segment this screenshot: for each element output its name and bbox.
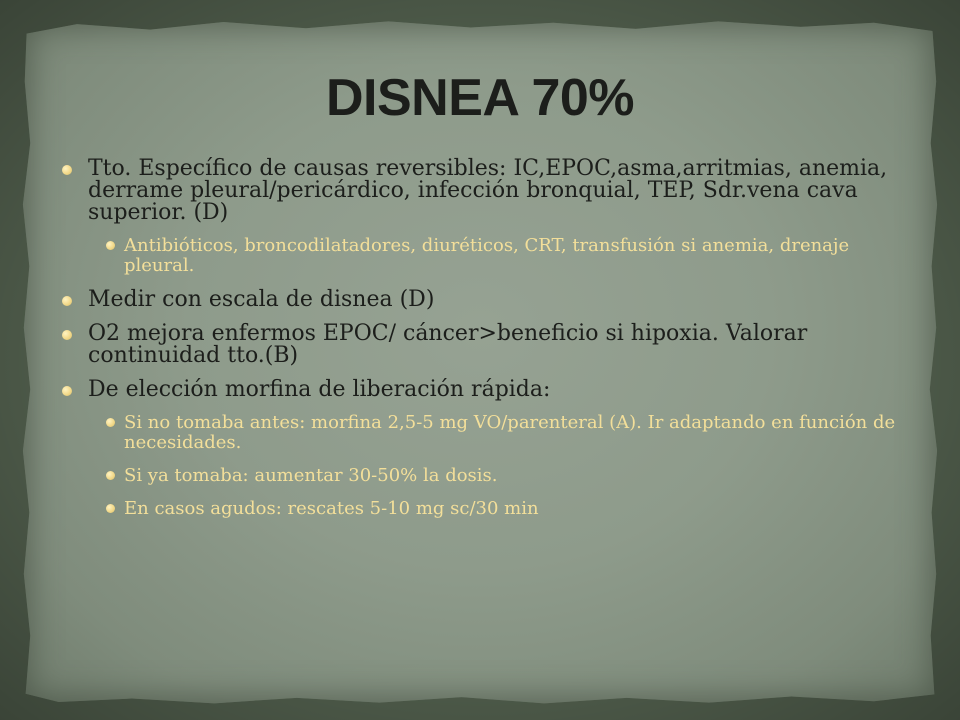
bullet-icon — [106, 504, 115, 513]
sub-bullet-item — [62, 499, 912, 519]
bullet-text: Medir con escala de disnea (D) — [88, 287, 435, 312]
bullet-item — [62, 379, 912, 401]
sub-bullet-text: Antibióticos, broncodilatadores, diuréticos, CRT, transfusión si anemia, drenaje pleural. — [124, 235, 850, 276]
slide-title: DISNEA 70% — [325, 69, 635, 127]
bullet-text: O2 mejora enfermos EPOC/ cáncer>beneficio si hipoxia. Valorar continuidad tto.(B) — [88, 321, 808, 368]
bullet-item — [62, 323, 912, 367]
sub-bullet-item — [62, 236, 912, 276]
bullet-icon — [62, 165, 72, 175]
sub-bullet-item — [62, 466, 912, 486]
bullet-text: De elección morfina de liberación rápida: — [88, 377, 551, 402]
bullet-icon — [62, 386, 72, 396]
bullet-icon — [106, 241, 115, 250]
bullet-item — [62, 289, 912, 311]
sub-bullet-text: Si no tomaba antes: morfina 2,5-5 mg VO/parenteral (A). Ir adaptando en función de necesidades. — [124, 412, 896, 453]
bullet-icon — [106, 471, 115, 480]
bullet-text: Tto. Específico de causas reversibles: IC,EPOC,asma,arritmias, anemia, derrame pleural/pericárdico, infección bronquial, TEP, Sdr.vena cava superior. (D) — [88, 156, 888, 225]
bullet-item — [62, 158, 912, 224]
bullet-icon — [62, 296, 72, 306]
sub-bullet-item — [62, 413, 912, 453]
bullet-icon — [62, 330, 72, 340]
sub-bullet-text: En casos agudos: rescates 5-10 mg sc/30 min — [124, 498, 539, 519]
sub-bullet-text: Si ya tomaba: aumentar 30-50% la dosis. — [124, 465, 498, 486]
bullet-list — [62, 158, 912, 532]
bullet-icon — [106, 418, 115, 427]
